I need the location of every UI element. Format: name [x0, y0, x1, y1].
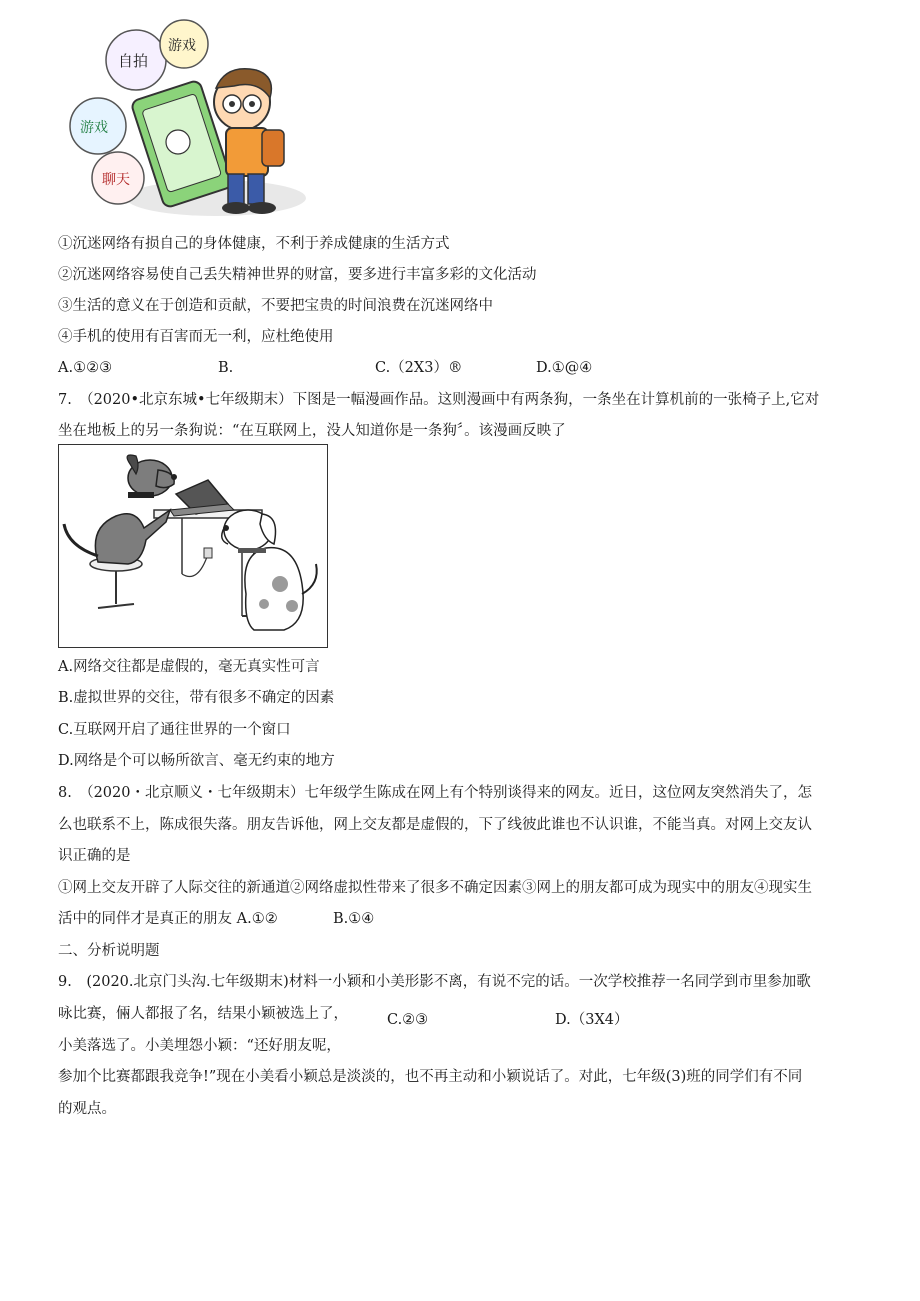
q7-stem-line-1: 7. （2020•北京东城•七年级期末）下图是一幅漫画作品。这则漫画中有两条狗，一条坐在计算机前的一张椅子上,它对 [58, 392, 820, 408]
bubble-chat-label: 聊天 [102, 172, 130, 188]
q8-stem-line-3: 识正确的是 [58, 848, 131, 864]
q9-stem-line-4: 参加个比赛都跟我竞争!”现在小美看小颖总是淡淡的，也不再主动和小颖说话了。对此，七年级(3)班的同学们有不同 [58, 1069, 803, 1085]
q9-stem-line-3: 小美落选了。小美埋怨小颖：“还好朋友呢， [58, 1038, 341, 1054]
q7-stem-line-2: 坐在地板上的另一条狗说：“在互联网上，没人知道你是一条狗〞。该漫画反映了 [58, 423, 566, 439]
bubble-game-label: 游戏 [168, 38, 196, 54]
q6-option-d[interactable]: D.①@④ [536, 360, 593, 376]
q6-statement-2: ②沉迷网络容易使自己丢失精神世界的财富，要多进行丰富多彩的文化活动 [58, 267, 537, 283]
q9-stem-line-5: 的观点。 [58, 1101, 116, 1117]
q8-option-b[interactable]: B.①④ [333, 911, 375, 927]
q8-option-d[interactable]: D.（3X4） [555, 1012, 629, 1028]
q8-statements-line: ①网上交友开辟了人际交往的新通道②网络虚拟性带来了很多不确定因素③网上的朋友都可成为现实中的朋友④现实生 [58, 880, 812, 896]
bubble-selfie [106, 30, 166, 90]
bubble-game [160, 20, 208, 68]
phone-addiction-cartoon [66, 18, 312, 223]
bubble-game-2 [70, 98, 126, 154]
bubble-selfie-label: 自拍 [118, 52, 149, 70]
q8-statements-line-2: 活中的同伴才是真正的朋友 A.①② [58, 911, 278, 927]
q6-statement-1: ①沉迷网络有损自己的身体健康，不利于养成健康的生活方式 [58, 236, 450, 252]
q8-option-c[interactable]: C.②③ [387, 1012, 429, 1028]
q6-option-a[interactable]: A.①②③ [58, 360, 113, 376]
q8-stem-line-2: 么也联系不上，陈成很失落。朋友告诉他，网上交友都是虚假的，下了线彼此谁也不认识谁，不能当真。对网上交友认 [58, 817, 812, 833]
q6-statement-3: ③生活的意义在于创造和贡献，不要把宝贵的时间浪费在沉迷网络中 [58, 298, 493, 314]
bubble-chat [92, 152, 144, 204]
q7-option-d[interactable]: D.网络是个可以畅所欲言、毫无约束的地方 [58, 753, 335, 769]
q6-option-c[interactable]: C.（2X3）® [375, 360, 463, 376]
bubble-game-2-label: 游戏 [80, 120, 108, 136]
q8-stem-line-1: 8. （2020・北京顺义・七年级期末）七年级学生陈成在网上有个特别谈得来的网友。近日，这位网友突然消失了，怎 [58, 785, 812, 801]
internet-dog-cartoon [58, 444, 328, 648]
q9-stem-line-2: 咏比赛，倆人都报了名，结果小颖被选上了， [58, 1006, 348, 1022]
q9-stem-line-1: 9. (2020.北京门头沟.七年级期末)材料一小颖和小美形影不离，有说不完的话。一次学校推荐一名同学到市里参加歌 [58, 974, 811, 990]
q7-option-b[interactable]: B.虚拟世界的交往，带有很多不确定的因素 [58, 690, 335, 706]
q7-option-a[interactable]: A.网络交往都是虚假的，毫无真实性可言 [58, 659, 320, 675]
q7-option-c[interactable]: C.互联网开启了通往世界的一个窗口 [58, 722, 291, 738]
q6-statement-4: ④手机的使用有百害而无一利，应杜绝使用 [58, 329, 334, 345]
section-heading-analysis: 二、分析说明题 [58, 943, 160, 959]
q6-option-b[interactable]: B. [218, 360, 234, 376]
